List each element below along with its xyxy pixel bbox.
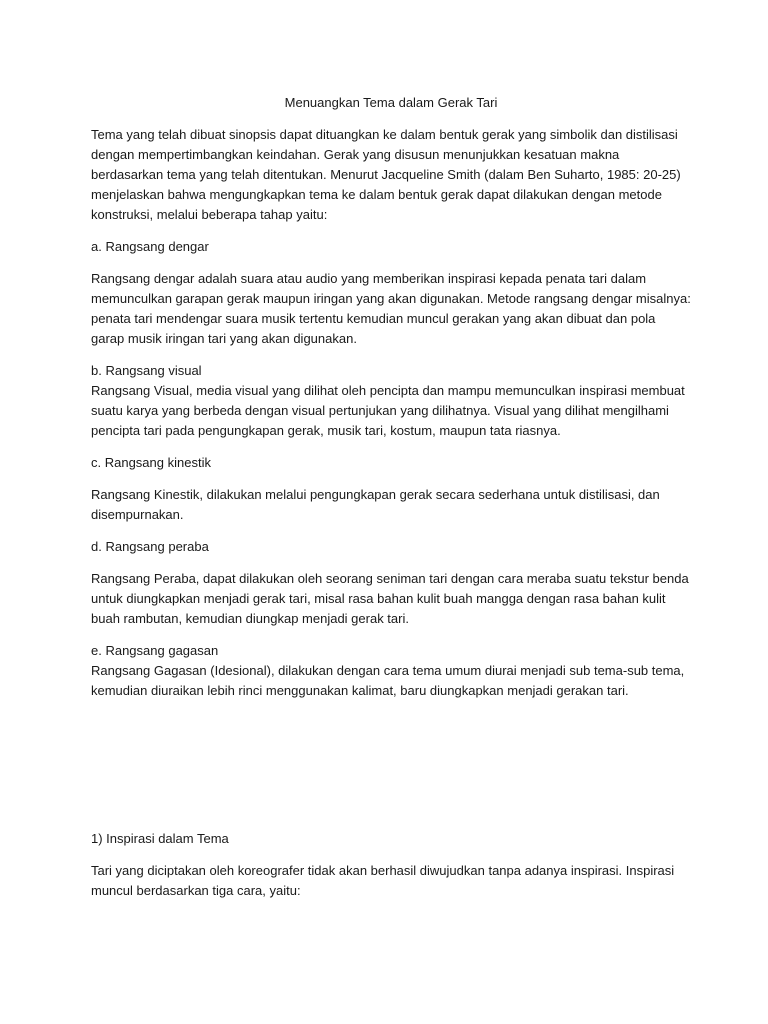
section-c-heading: c. Rangsang kinestik bbox=[91, 455, 211, 470]
intro-paragraph: Tema yang telah dibuat sinopsis dapat dituangkan ke dalam bentuk gerak yang simbolik dan distilisasi dengan mempertimbangkan keindahan. Gerak yang disusun menunjukkan kesatuan makna berdasarkan tema yang telah ditentukan. Menurut Jacqueline Smith (dalam Ben Suharto, 1985: 20-25) menjelaskan bahwa mengungkapkan tema ke dalam bentuk gerak dapat dilakukan dengan metode konstruksi, melalui beberapa tahap yaitu: bbox=[91, 127, 681, 222]
section-a-body: Rangsang dengar adalah suara atau audio yang memberikan inspirasi kepada penata tari dalam memunculkan garapan gerak maupun iringan yang akan digunakan. Metode rangsang dengar misalnya: penata tari mendengar suara musik tertentu kemudian muncul gerakan yang akan dibuat dan pola garap musik iringan tari yang akan digunakan. bbox=[91, 271, 691, 346]
document-title: Menuangkan Tema dalam Gerak Tari bbox=[284, 95, 498, 110]
section-e-heading: e. Rangsang gagasan bbox=[91, 643, 219, 658]
section-b-heading: b. Rangsang visual bbox=[91, 363, 202, 378]
document-content bbox=[91, 93, 691, 913]
section-d-heading: d. Rangsang peraba bbox=[91, 539, 209, 554]
section-e-body: Rangsang Gagasan (Idesional), dilakukan dengan cara tema umum diurai menjadi sub tema-sub tema, kemudian diuraikan lebih rinci menggunakan kalimat, baru diungkapkan menjadi gerakan tari. bbox=[91, 663, 685, 698]
section-d-body: Rangsang Peraba, dapat dilakukan oleh seorang seniman tari dengan cara meraba suatu tekstur benda untuk diungkapkan menjadi gerak tari, misal rasa bahan kulit buah mangga dengan rasa bahan kulit buah rambutan, kemudian diungkap menjadi gerak tari. bbox=[91, 571, 689, 626]
section-a-heading: a. Rangsang dengar bbox=[91, 239, 209, 254]
blank-space bbox=[91, 713, 691, 829]
subsection-body: Tari yang diciptakan oleh koreografer tidak akan berhasil diwujudkan tanpa adanya inspirasi. Inspirasi muncul berdasarkan tiga cara, yaitu: bbox=[91, 863, 675, 898]
section-b-body: Rangsang Visual, media visual yang dilihat oleh pencipta dan mampu memunculkan inspirasi membuat suatu karya yang berbeda dengan visual pertunjukan yang dilihatnya. Visual yang dilihat mengilhami pencipta tari pada pengungkapan gerak, musik tari, kostum, maupun tata riasnya. bbox=[91, 383, 685, 438]
subsection-heading: 1) Inspirasi dalam Tema bbox=[91, 831, 229, 846]
section-c-body: Rangsang Kinestik, dilakukan melalui pengungkapan gerak secara sederhana untuk distilisasi, dan disempurnakan. bbox=[91, 487, 660, 522]
